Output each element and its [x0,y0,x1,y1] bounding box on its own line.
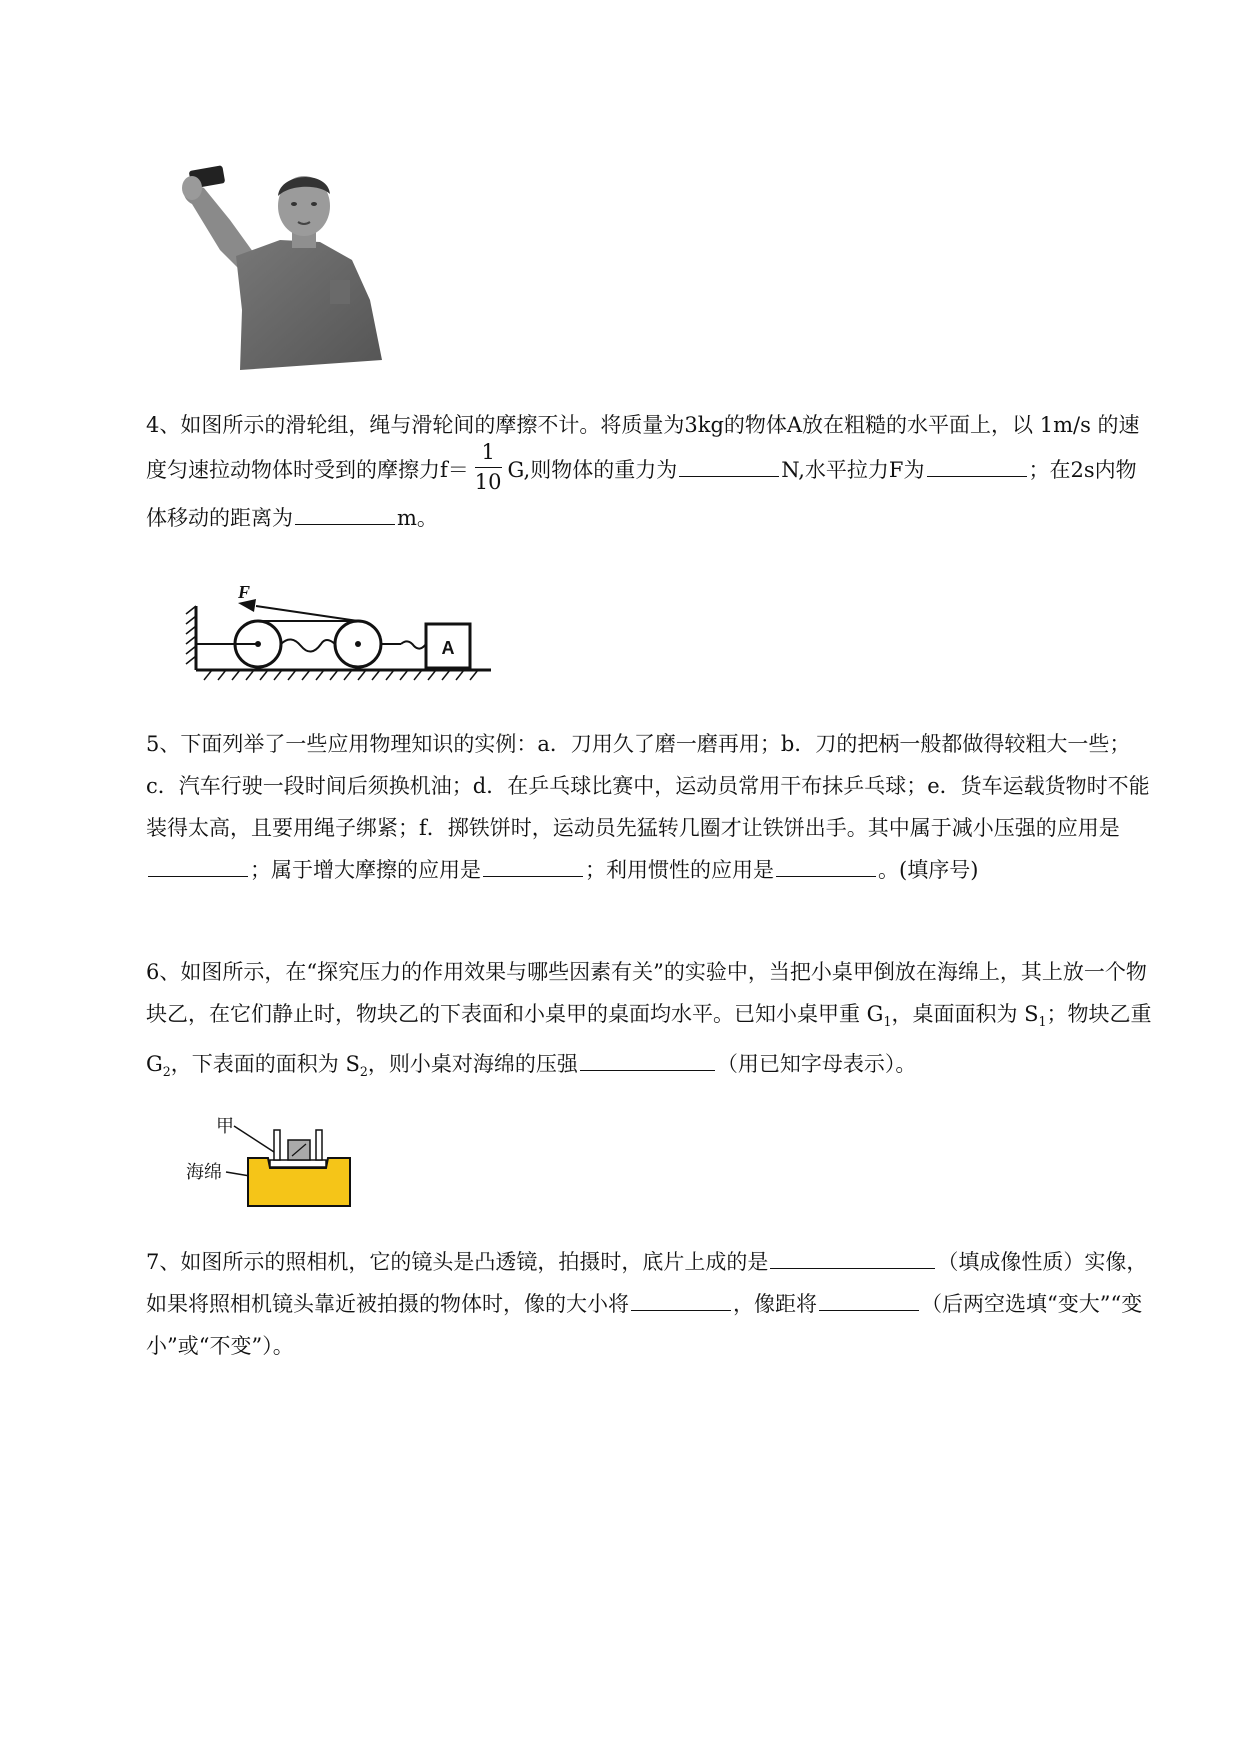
q6-sub-s2: 2 [359,1064,368,1080]
question-4 [146,404,1156,539]
q6-text-e: ，则小桌对海绵的压强 [367,1052,578,1077]
answer-blank-image-distance[interactable] [819,1288,919,1311]
q6-sub-s1: 1 [1038,1014,1047,1030]
answer-blank-friction[interactable] [483,854,583,877]
question-6 [146,951,1156,1093]
q5-text-b: ；属于增大摩擦的应用是 [250,858,481,882]
answer-blank-pressure[interactable] [148,854,248,877]
q5-text-a: 5、下面列举了一些应用物理知识的实例：a．刀用久了磨一磨再用；b．刀的把柄一般都做得较粗大一些；c．汽车行驶一段时间后须换机油；d．在乒乓球比赛中，运动员常用干布抹乒乓球；e．货车运载货物时不能装得太高，且要用绳子绑紧；f．掷铁饼时，运动员先猛转几圈才让铁饼出手。其中属于减小压强的应用是 [146,732,1150,840]
q4-text-d: ；在2s内物体移动的距离为 [146,458,1137,530]
fraction-numerator: 1 [475,442,502,468]
answer-blank-image-nature[interactable] [770,1246,935,1269]
answer-blank-image-size[interactable] [631,1288,731,1311]
q7-text-a: 7、如图所示的照相机，它的镜头是凸透镜，拍摄时，底片上成的是 [146,1250,769,1274]
fraction [475,442,502,493]
question-7 [146,1241,1156,1367]
answer-blank-table-pressure[interactable] [580,1048,715,1071]
fraction-denominator: 10 [474,470,502,494]
table-jia-label: 甲 [216,1116,234,1137]
q6-text-c: ；物块乙重 G [146,1002,1152,1077]
q6-text-b: ，桌面面积为 S [891,1002,1039,1026]
q6-text-a: 6、如图所示，在“探究压力的作用效果与哪些因素有关”的实验中，当把小桌甲倒放在海绵上，其上放一个物块乙，在它们静止时，物块乙的下表面和小桌甲的桌面均水平。已知小桌甲重 G [146,960,1147,1026]
q6-sub-g1: 1 [883,1014,892,1030]
q7-text-c: ，像距将 [733,1292,817,1316]
q6-text-f: （用已知字母表示）。 [716,1052,917,1077]
block-a-label: A [441,638,455,658]
answer-blank-force[interactable] [927,454,1027,477]
pulley-diagram [176,584,496,684]
answer-blank-inertia[interactable] [776,854,876,877]
q7-text-d: （后两空选填“变大”“变小”或“不变”）。 [146,1292,1143,1358]
sponge-label: 海绵 [186,1162,222,1183]
question-5 [146,723,1156,891]
q5-text-d: 。(填序号) [878,858,979,882]
q4-text-c: N,水平拉力F为 [781,458,925,482]
q4-text-a: 4、如图所示的滑轮组，绳与滑轮间的摩擦不计。将质量为3kg的物体A放在粗糙的水平面上，以 1m/s 的速度匀速拉动物体时受到的摩擦力f＝ [146,413,1140,482]
q5-text-c: ；利用惯性的应用是 [585,858,774,882]
q6-text-d: ，下表面的面积为 S [170,1052,360,1077]
q6-sub-g2: 2 [162,1064,171,1080]
selfie-photo [170,160,390,370]
q7-text-b: （填成像性质）实像，如果将照相机镜头靠近被拍摄的物体时，像的大小将 [146,1250,1148,1316]
sponge-table-diagram [186,1110,356,1210]
q4-text-b: G,则物体的重力为 [507,458,678,482]
answer-blank-weight[interactable] [679,454,779,477]
q4-text-e: m。 [397,506,438,530]
force-label: F [238,584,251,602]
answer-blank-distance[interactable] [295,502,395,525]
